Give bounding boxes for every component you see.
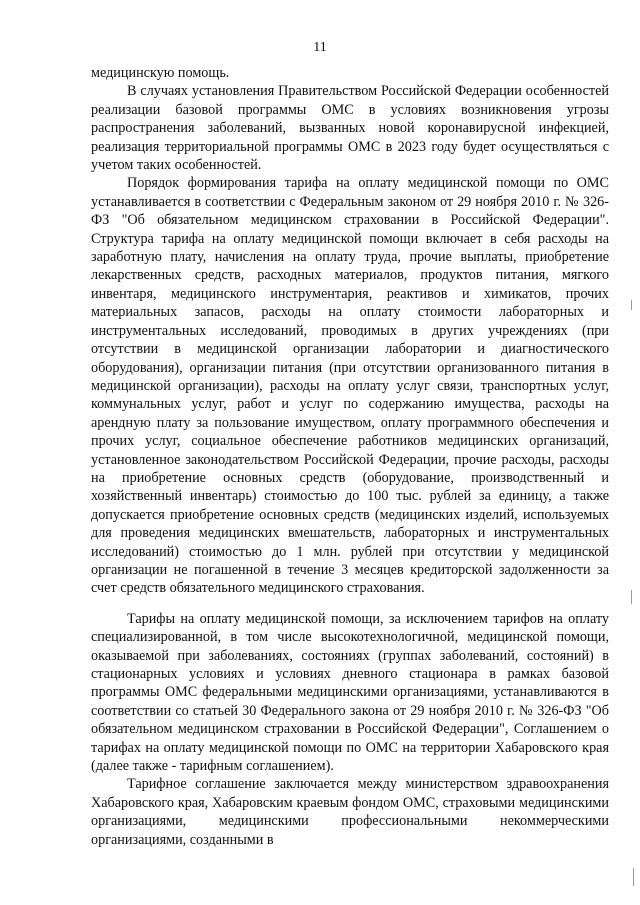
paragraph-continuation: медицинскую помощь. [91, 65, 230, 81]
paragraph-tariffs-established: Тарифы на оплату медицинской помощи, за исключением тарифов на оплату специализированной, в том числе высокотехнологичной, медицинской помощи, оказываемой при заболеваниях, состояниях (группах заболеваний, состояний) в стационарных условиях и условиях дневного стационара в рамках базовой программы ОМС федеральными медицинскими организациями, устанавливаются в соответствии со статьей 30 Федерального закона от 29 ноября 2010 г. № 326-ФЗ "Об обязательном медицинском страховании в Российской Федерации", Соглашением о тарифах на оплату медицинской помощи по ОМС на территории Хабаровского края (далее также - тарифным соглашением). [91, 610, 609, 775]
page-number: 11 [313, 40, 327, 55]
paragraph-tariff-agreement: Тарифное соглашение заключается между министерством здравоохранения Хабаровского края, Хабаровским краевым фондом ОМС, страховыми медицинскими организациями, медицинскими профессиональными некоммерческими организациями, созданными в [91, 776, 609, 848]
document-body [91, 64, 609, 849]
paragraph-coronavirus-features: В случаях установления Правительством Российской Федерации особенностей реализации базовой программы ОМС в условиях возникновения угрозы распространения заболеваний, вызванных новой коронавирусной инфекцией, реализация территориальной программы ОМС в 2023 году будет осуществляться с учетом таких особенностей. [91, 83, 609, 174]
scan-edge-mark [631, 300, 632, 310]
scan-edge-mark [631, 590, 632, 604]
scan-edge-mark [633, 868, 634, 886]
paragraph-tariff-formation: Порядок формирования тарифа на оплату медицинской помощи по ОМС устанавливается в соответствии с Федеральным законом от 29 ноября 2010 г. № 326-ФЗ "Об обязательном медицинском страховании в Российской Федерации". Структура тарифа на оплату медицинской помощи включает в себя расходы на заработную плату, начисления на оплату труда, прочие выплаты, приобретение лекарственных средств, расходных материалов, продуктов питания, мягкого инвентаря, медицинского инструментария, реактивов и химикатов, прочих материальных запасов, расходы на оплату стоимости лабораторных и инструментальных исследований, проводимых в других учреждениях (при отсутствии в медицинской организации лаборатории и диагностического оборудования), организации питания (при отсутствии организованного питания в медицинской организации), расходы на оплату услуг связи, транспортных услуг, коммунальных услуг, работ и услуг по содержанию имущества, расходы на арендную плату за пользование имуществом, оплату программного обеспечения и прочих услуг, социальное обеспечение работников медицинских организаций, установленное законодательством Российской Федерации, прочие расходы, расходы на приобретение основных средств (оборудование, производственный и хозяйственный инвентарь) стоимостью до 100 тыс. рублей за единицу, а также допускается приобретение основных средств (медицинских изделий, используемых для проведения медицинских вмешательств, лабораторных и инструментальных исследований) стоимостью до 1 млн. рублей при отсутствии у медицинской организации не погашенной в течение 3 месяцев кредиторской задолженности за счет средств обязательного медицинского страхования. [91, 175, 609, 597]
